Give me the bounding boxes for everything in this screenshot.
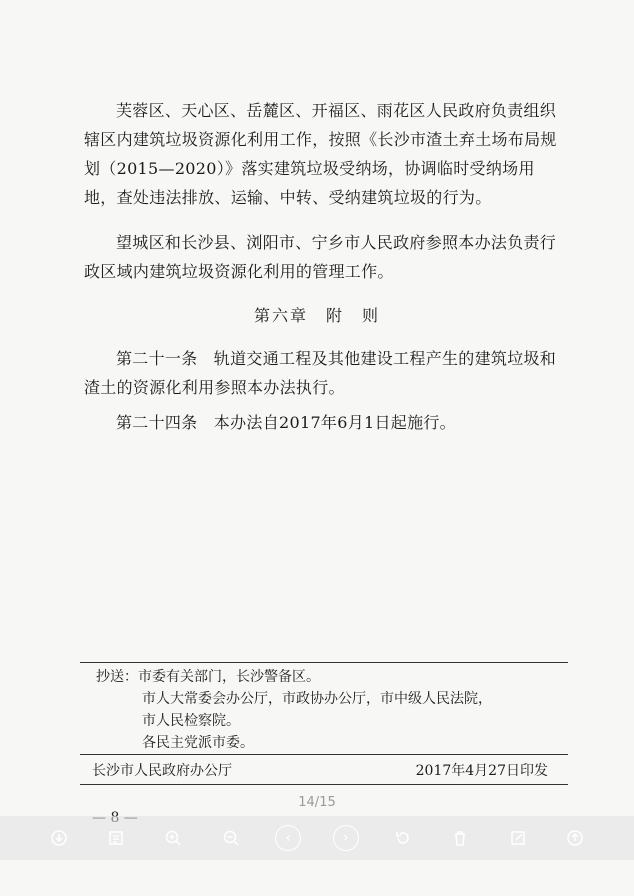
cc-line: 抄送：市委有关部门，长沙警备区。 [96,669,320,685]
next-page-icon[interactable]: › [333,825,359,851]
edit-icon[interactable] [505,825,531,851]
previous-page-icon[interactable]: ‹ [275,825,301,851]
paragraph-district-responsibilities: 芙蓉区、天心区、岳麓区、开福区、雨花区人民政府负责组织辖区内建筑垃圾资源化利用工作，按照《长沙市渣土弃土场布局规划（2015—2020）》落实建筑垃圾受纳场，协调临时受纳场用地，查处违法排放、运输、中转、受纳建筑垃圾的行为。 [84,101,557,207]
rotate-icon[interactable] [390,825,416,851]
article-24: 第二十四条 本办法自2017年6月1日起施行。 [116,413,456,432]
viewer-toolbar [0,816,634,860]
cc-line: 各民主党派市委。 [142,735,254,751]
chapter-title: 第六章 附 则 [253,306,380,325]
paragraph-county-responsibilities: 望城区和长沙县、浏阳市、宁乡市人民政府参照本办法负责行政区域内建筑垃圾资源化利用的管理工作。 [84,233,557,281]
download-icon[interactable] [46,825,72,851]
page-indicator: 14/15 [298,795,336,810]
issuer: 长沙市人民政府办公厅 [92,763,232,779]
cc-bottom-rule [80,754,568,755]
zoom-in-icon[interactable] [160,825,186,851]
share-icon[interactable] [562,825,588,851]
print-date: 2017年4月27日印发 [415,763,548,779]
contents-icon[interactable] [103,825,129,851]
cc-block [96,666,556,754]
footer-rule [80,784,568,785]
article-21: 第二十一条 轨道交通工程及其他建设工程产生的建筑垃圾和渣土的资源化利用参照本办法执行。 [84,349,557,397]
zoom-out-icon[interactable] [218,825,244,851]
cc-line: 市人大常委会办公厅，市政协办公厅，市中级人民法院， [142,691,492,707]
delete-icon[interactable] [447,825,473,851]
cc-line: 市人民检察院。 [142,713,240,729]
cc-top-rule [80,662,568,663]
